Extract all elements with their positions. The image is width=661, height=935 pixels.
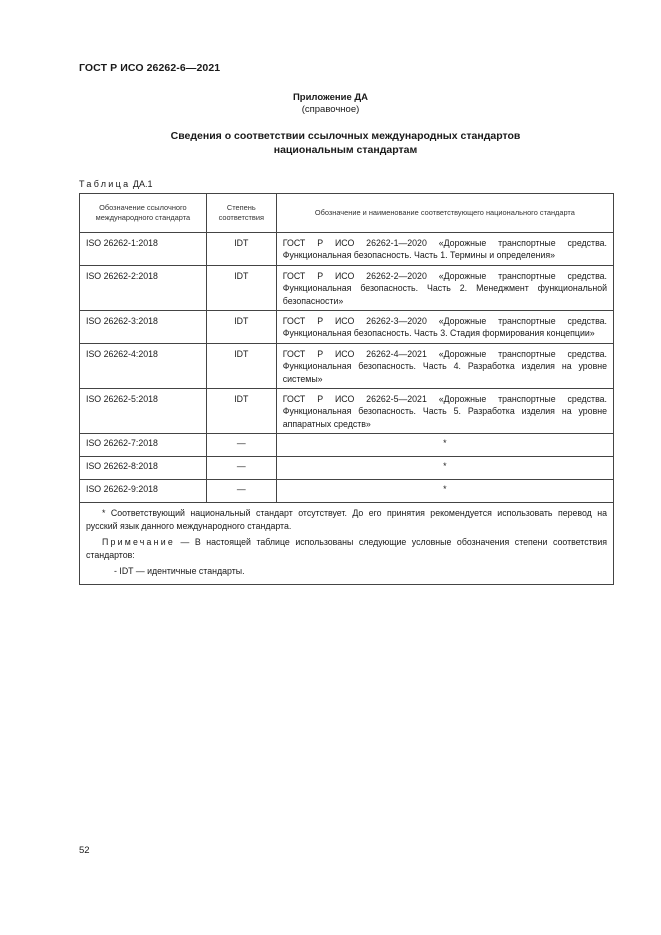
table-caption (79, 179, 153, 189)
cell-national-standard: ГОСТ Р ИСО 26262-2—2020 «Дорожные транспортные средства. Функциональная безопасность. Часть 2. Менеджмент функциональной безопасности» (276, 265, 613, 310)
cell-international-standard: ISO 26262-9:2018 (80, 480, 207, 503)
table-notes (80, 503, 614, 585)
cell-international-standard: ISO 26262-1:2018 (80, 233, 207, 266)
appendix-subtitle: (справочное) (301, 104, 360, 115)
footnote: * Соответствующий национальный стандарт отсутствует. До его принятия рекомендуется использовать перевод на русский язык данного международного стандарта. (86, 508, 607, 531)
cell-international-standard: ISO 26262-4:2018 (80, 343, 207, 388)
cell-compliance-degree: IDT (206, 343, 276, 388)
document-code: ГОСТ Р ИСО 26262-6—2021 (79, 62, 221, 74)
cell-national-standard: ГОСТ Р ИСО 26262-1—2020 «Дорожные транспортные средства. Функциональная безопасность. Часть 1. Термины и определения» (276, 233, 613, 266)
cell-international-standard: ISO 26262-3:2018 (80, 311, 207, 344)
cell-compliance-degree: IDT (206, 233, 276, 266)
cell-national-standard: * (276, 457, 613, 480)
cell-national-standard: ГОСТ Р ИСО 26262-3—2020 «Дорожные транспортные средства. Функциональная безопасность. Часть 3. Стадия формирования концепции» (276, 311, 613, 344)
cell-compliance-degree: IDT (206, 389, 276, 434)
note (86, 536, 607, 561)
table-notes-row (80, 503, 614, 585)
cell-international-standard: ISO 26262-7:2018 (80, 434, 207, 457)
table-header-row (80, 194, 614, 233)
cell-compliance-degree: IDT (206, 311, 276, 344)
cell-national-standard: ГОСТ Р ИСО 26262-4—2021 «Дорожные транспортные средства. Функциональная безопасность. Часть 4. Разработка изделия на уровне системы» (276, 343, 613, 388)
cell-compliance-degree: — (206, 480, 276, 503)
table-caption-word: Таблица (79, 179, 131, 189)
appendix-heading (0, 92, 661, 116)
header-international-standard: Обозначение ссылочного международного стандарта (80, 194, 207, 233)
standards-table (79, 193, 614, 585)
table-row (80, 233, 614, 266)
page-number: 52 (79, 845, 90, 856)
table-row (80, 389, 614, 434)
table-row (80, 265, 614, 310)
cell-national-standard: ГОСТ Р ИСО 26262-5—2021 «Дорожные транспортные средства. Функциональная безопасность. Часть 5. Разработка изделия на уровне аппаратных средств» (276, 389, 613, 434)
table-row (80, 311, 614, 344)
cell-international-standard: ISO 26262-5:2018 (80, 389, 207, 434)
cell-compliance-degree: IDT (206, 265, 276, 310)
cell-compliance-degree: — (206, 434, 276, 457)
table-row (80, 480, 614, 503)
table-row (80, 343, 614, 388)
page-title-line-2: национальным стандартам (273, 144, 418, 156)
header-national-standard: Обозначение и наименование соответствующего национального стандарта (276, 194, 613, 233)
cell-international-standard: ISO 26262-8:2018 (80, 457, 207, 480)
header-compliance-degree: Степень соответствия (206, 194, 276, 233)
table-caption-id: ДА.1 (132, 179, 153, 189)
cell-national-standard: * (276, 434, 613, 457)
appendix-title: Приложение ДА (292, 92, 369, 103)
cell-international-standard: ISO 26262-2:2018 (80, 265, 207, 310)
cell-national-standard: * (276, 480, 613, 503)
note-item: - IDT — идентичные стандарты. (114, 565, 245, 576)
page-title (0, 129, 661, 157)
note-label: Примечание (102, 537, 175, 548)
cell-compliance-degree: — (206, 457, 276, 480)
table-row (80, 434, 614, 457)
note-text: — В настоящей таблице использованы следующие условные обозначения степени соответствия стандартов: (86, 537, 607, 560)
table-row (80, 457, 614, 480)
page-title-line-1: Сведения о соответствии ссылочных международных стандартов (170, 130, 521, 142)
